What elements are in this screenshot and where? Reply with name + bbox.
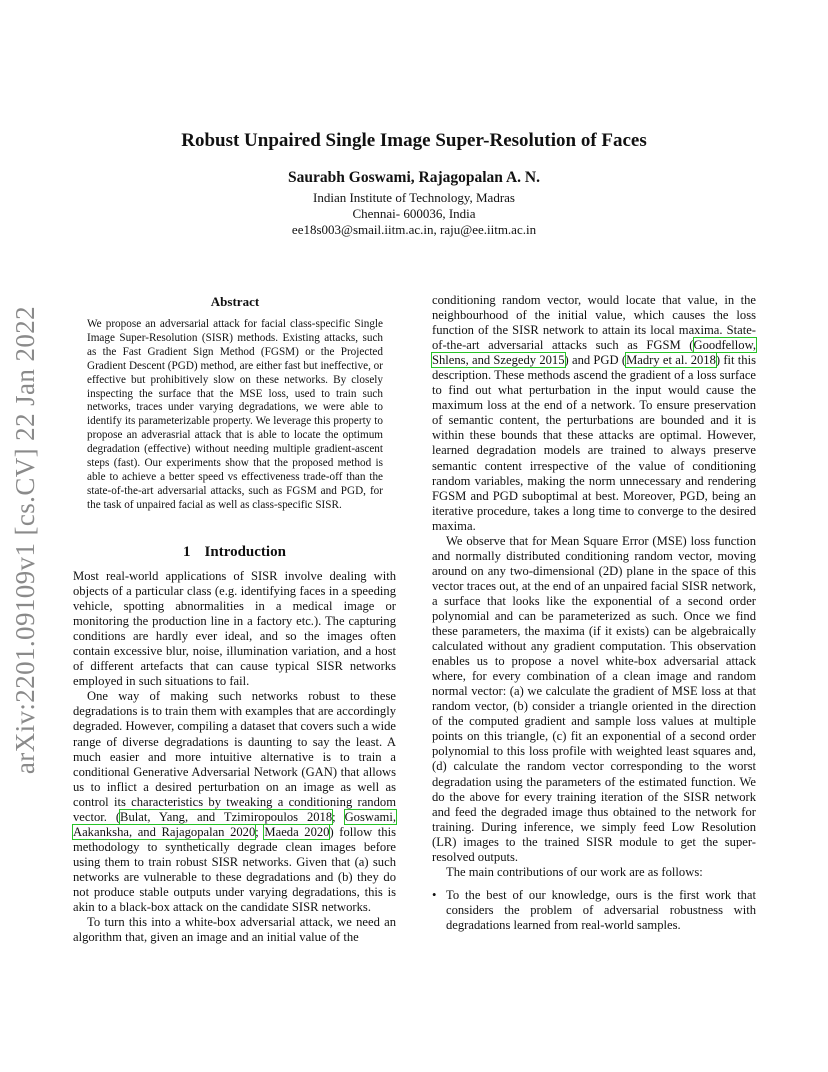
right-paragraph-1-text-a: conditioning random vector, would locate that value, in the neighbourhood of the initial value, which causes the loss function of the SISR network to attain its local maxima. State-of-the-art adversarial attacks such as FGSM ( (432, 293, 756, 353)
citation-separator: ; (255, 824, 265, 839)
section-number: 1 (183, 544, 191, 560)
abstract-heading: Abstract (210, 294, 260, 309)
citation-link-goswami-2020[interactable]: Goswami, Aakanksha, and Rajagopalan 2020 (73, 809, 396, 839)
right-paragraph-1 (432, 293, 756, 534)
contribution-list-item (432, 888, 756, 933)
citation-separator: ; (332, 809, 345, 824)
bullet-symbol: • (432, 887, 437, 902)
section-heading-introduction (73, 544, 396, 561)
emails: ee18s003@smail.iitm.ac.in, raju@ee.iitm.ac.in (291, 222, 537, 237)
affiliation: Indian Institute of Technology, Madras (313, 190, 515, 205)
intro-paragraph-2-text-b: ) follow this methodology to synthetically degrade clean images before using them to train robust SISR networks. Given that (a) such networks are vulnerable to these degradations and (b) they do not produce stable outputs under varying degradations, this is akin to a black-box attack on the candidate SISR networks. (73, 824, 396, 915)
intro-paragraph-2 (73, 689, 396, 915)
affiliation-block (0, 190, 828, 238)
intro-paragraph-2-text-a: One way of making such networks robust to these degradations is to train them with examples that are accordingly degraded. However, compiling a dataset that covers such a wide range of diverse degradations is daunting to say the least. A much easier and more intuitive alternative is to train a conditional Generative Adversarial Network (GAN) that allows us to inflict a desired perturbation on an image as well as control its characteristics by tweaking a conditioning random vector. ( (73, 689, 396, 824)
right-paragraph-1-text-c: ) fit this description. These methods ascend the gradient of a loss surface to find out what perturbation in the input would cause the maximum loss at the end of a network. To ensure preservation of semantic content, the perturbations are bounded and it is within these bounds that these attacks are optimal. However, learned degradation models are trained to always preserve semantic content irrespective of the value of conditioning random variables, making the norm unnecessary and rendering FGSM and PGD suboptimal at best. Moreover, PGD, being an iterative procedure, takes a long time to converge to the desired maxima. (432, 353, 756, 533)
address: Chennai- 600036, India (352, 206, 476, 221)
right-paragraph-3: The main contributions of our work are as follows: (446, 864, 703, 879)
right-paragraph-1-text-b: ) and PGD ( (564, 353, 627, 368)
paper-title: Robust Unpaired Single Image Super-Resolution of Faces (181, 130, 647, 151)
intro-paragraph-1: Most real-world applications of SISR involve dealing with objects of a particular class (e.g. identifying faces in a speeding vehicle, spotting abnormalities in a medical image or monitoring the production line in a factory etc.). The capturing conditions are hardly ever ideal, and so the images often contain excessive blur, noise, illumination variation, and a host of different artefacts that can cause typical SISR networks employed in such situations to fail. (73, 569, 396, 689)
left-column (73, 569, 396, 945)
right-column (432, 293, 756, 933)
right-paragraph-2: We observe that for Mean Square Error (MSE) loss function and normally distributed conditioning random vector, moving around on any two-dimensional (2D) plane in the space of this vector traces out, at the end of an unpaired facial SISR network, a surface that looks like the exponential of a second order polynomial and can be parameterized as such. Once we find these parameters, the maxima (if it exists) can be algebraically calculated without any gradient computation. This observation enables us to propose a novel white-box adversarial attack where, for every combination of a clean image and random normal vector: (a) we calculate the gradient of MSE loss at that random vector, (b) consider a triangle oriented in the direction of the computed gradient and sample loss values at multiple points on this triangle, (c) fit an exponential of a second order polynomial to this loss profile with weighted least squares and, (d) calculate the random vector corresponding to the worst degradation using the parameters of the estimated function. We do the above for every training iteration of the SISR network and feed the degraded image thus obtained to the network for training. During inference, we simply feed Low Resolution (LR) images to the trained SISR module to get the super-resolved outputs. (432, 533, 756, 864)
abstract-text: We propose an adversarial attack for facial class-specific Single Image Super-Resolution (SISR) methods. Existing attacks, such as the Fast Gradient Sign Method (FGSM) or the Projected Gradient Descent (PGD) method, are either fast but ineffective, or effective but prohibitively slow on these networks. By closely inspecting the surface that the MSE loss, used to train such networks, traces under varying degradations, we were able to identify its parameterizable property. We leverage this property to propose an adverasrial attack that is able to locate the optimum degradation (effective) without needing multiple gradient-ascent steps (fast). Our experiments show that the proposed method is able to achieve a better speed vs effectiveness trade-off than the state-of-the-art adversarial attacks, such as FGSM and PGD, for the task of unpaired facial as well as class-specific SISR. (87, 318, 383, 511)
section-title: Introduction (204, 544, 286, 560)
citation-link-madry-2018[interactable]: Madry et al. 2018 (626, 353, 716, 368)
paper-authors: Saurabh Goswami, Rajagopalan A. N. (288, 169, 540, 186)
citation-link-maeda-2020[interactable]: Maeda 2020 (264, 824, 330, 839)
contribution-text: To the best of our knowledge, ours is the first work that considers the problem of adversarial robustness with degradations learned from real-world samples. (446, 887, 756, 932)
citation-link-goodfellow-2015[interactable]: Goodfellow, Shlens, and Szegedy 2015 (432, 338, 756, 368)
citation-link-bulat-2018[interactable]: Bulat, Yang, and Tzimiropoulos 2018 (120, 809, 333, 824)
arxiv-stamp: arXiv:2201.09109v1 [cs.CV] 22 Jan 2022 (10, 305, 40, 775)
intro-paragraph-3: To turn this into a white-box adversarial attack, we need an algorithm that, given an image and an initial value of the (73, 915, 396, 945)
